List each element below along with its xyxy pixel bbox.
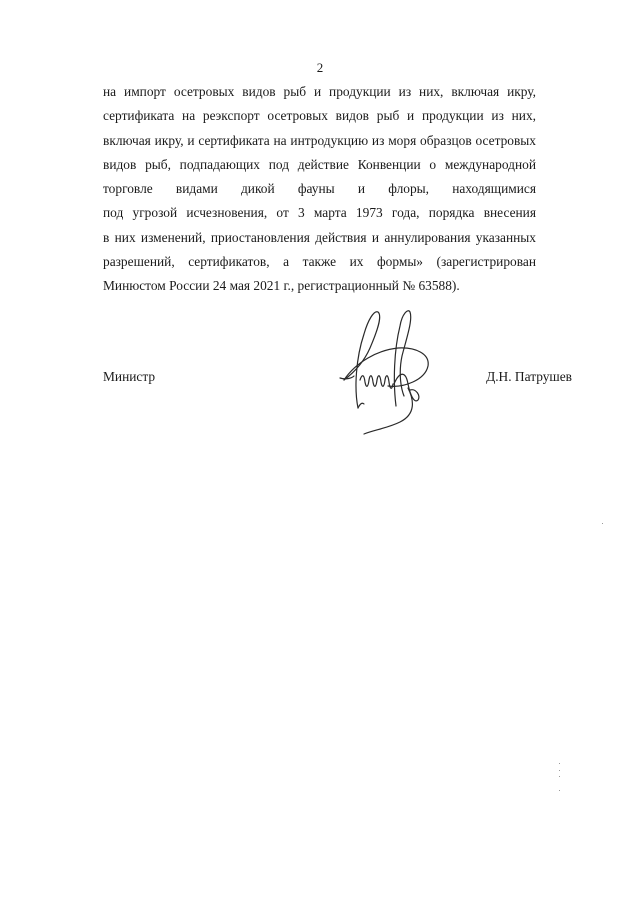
signature-stroke	[344, 312, 380, 408]
scan-speck	[602, 523, 603, 524]
signature-stroke	[394, 311, 410, 406]
signature-stroke	[394, 374, 419, 401]
signature-stroke	[358, 403, 364, 408]
body-line: на импорт осетровых видов рыб и продукции из них, включая икру,	[103, 84, 536, 99]
page-number: 2	[316, 60, 324, 75]
body-line: сертификата на реэкспорт осетровых видов рыб и продукции из них,	[103, 108, 536, 124]
signature-row	[103, 365, 572, 389]
handwritten-signature	[330, 300, 440, 435]
scan-speck	[559, 770, 560, 771]
signer-name: Д.Н. Патрушев	[486, 369, 572, 384]
body-line: торговле видами дикой фауны и флоры, находящимися	[103, 181, 536, 197]
body-line: Минюстом России 24 мая 2021 г., регистрационный № 63588).	[103, 278, 460, 294]
scan-speck	[559, 763, 560, 764]
body-line: в них изменений, приостановления действия и аннулирования указанных	[103, 229, 536, 245]
scan-speck	[559, 776, 560, 777]
body-line: разрешений, сертификатов, а также их формы» (зарегистрирован	[103, 254, 536, 270]
body-line: видов рыб, подпадающих под действие Конвенции о международной	[103, 156, 536, 172]
body-paragraph	[103, 80, 536, 299]
scan-speck	[559, 790, 560, 791]
signature-stroke	[364, 388, 412, 434]
signer-position: Министр	[103, 369, 156, 384]
body-line: включая икру, и сертификата на интродукцию из моря образцов осетровых	[103, 132, 536, 148]
body-line: под угрозой исчезновения, от 3 марта 1973 года, порядка внесения	[103, 205, 536, 221]
